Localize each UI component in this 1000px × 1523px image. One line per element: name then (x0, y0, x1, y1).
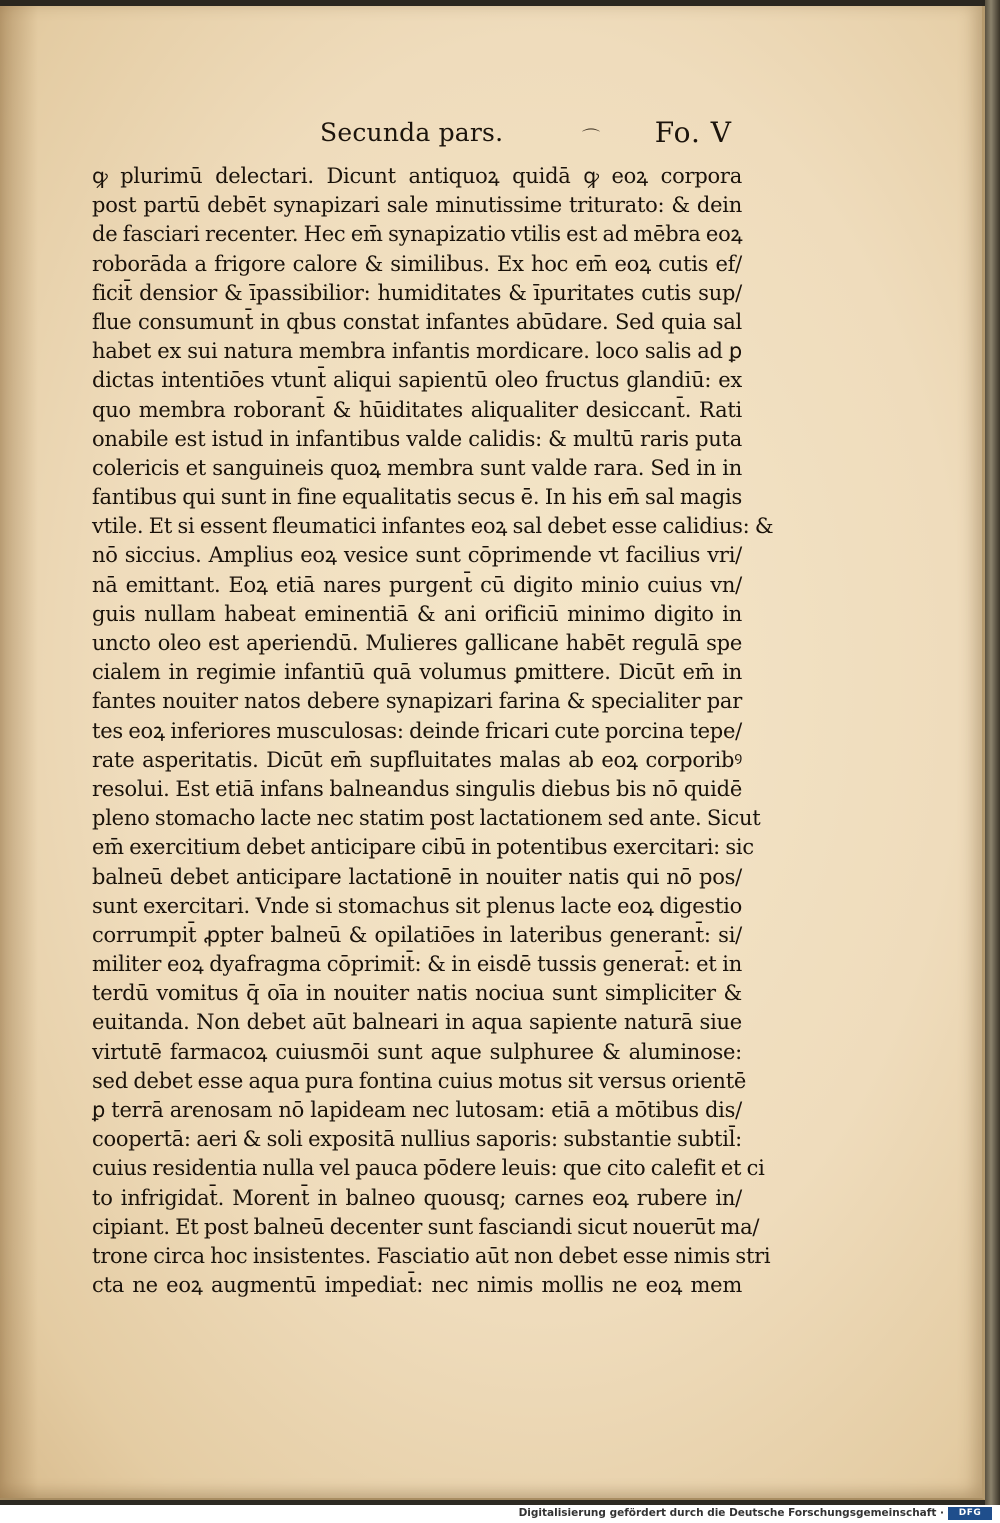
text-line: habet ex sui natura membra infantis mordicare. loco salis ad ꝑ (92, 339, 742, 364)
text-line: nō siccius. Amplius eoꝝ vesice sunt cōprimende vt facilius vri/ (92, 543, 742, 568)
text-line: trone circa hoc insistentes. Fasciatio aūt non debet esse nimis stri (92, 1243, 771, 1268)
text-line: euitanda. Non debet aūt balneari in aqua sapiente naturā siue (92, 1010, 742, 1035)
folio-number: Fo. V (654, 116, 732, 149)
text-line: rate asperitatis. Dicūt em̄ supfluitates malas ab eoꝝ corporibꝰ (92, 747, 742, 772)
text-line: ficit̄ densior & īpassibilior: humiditates & īpuritates cutis sup/ (92, 280, 742, 305)
text-line: militer eoꝝ dyafragma cōprimit̄: & in eisdē tussis generat̄: et in (92, 952, 742, 977)
text-line: cuius residentia nulla vel pauca pōdere leuis: que cito calefit et ci (92, 1156, 765, 1181)
text-line: ꝑ terrā arenosam nō lapideam nec lutosam: etiā a mōtibus dis/ (92, 1098, 742, 1122)
text-line: fantibus qui sunt in fine equalitatis secus ē. In his em̄ sal magis (92, 485, 742, 510)
gutter-shadow (0, 6, 38, 1498)
text-line: flue consumunt̄ in qbus constat infantes abūdare. Sed quia sal (92, 309, 742, 334)
text-line: post partū debēt synapizari sale minutissime triturato: & dein (92, 193, 742, 218)
text-line: terdū vomitus q̄ oīa in nouiter natis nociua sunt simpliciter & (92, 981, 742, 1006)
text-line: sed debet esse aqua pura fontina cuius motus sit versus orientē (92, 1068, 747, 1093)
text-line: onabile est istud in infantibus valde calidis: & multū raris puta (92, 426, 742, 451)
text-line: to infrigidat̄. Morent̄ in balneo quousq; carnes eoꝝ rubere in/ (92, 1185, 742, 1210)
running-title: Secunda pars. (320, 118, 504, 147)
text-line: resolui. Est etiā infans balneandus singulis diebus bis nō quidē (92, 776, 742, 801)
text-line: quo membra roborant̄ & hūiditates aliqualiter desiccant̄. Rati (92, 397, 742, 422)
text-line: cipiant. Et post balneū decenter sunt fasciandi sicut nouerūt ma/ (92, 1214, 760, 1239)
page-header (92, 118, 732, 158)
text-line: ꝙ plurimū delectari. Dicunt antiquoꝝ quidā ꝙ eoꝝ corpora (92, 164, 742, 188)
text-line: cta ne eoꝝ augmentū impediat̄: nec nimis mollis ne eoꝝ mem (92, 1273, 742, 1298)
dfg-logo: DFG (948, 1507, 992, 1520)
text-line: virtutē farmacoꝝ cuiusmōi sunt aque sulphuree & aluminose: (92, 1039, 742, 1064)
text-line: guis nullam habeat eminentiā & ani orificiū minimo digito in (92, 601, 742, 626)
text-line: corrumpit̄ ꝓpter balneū & opilatiōes in lateribus generant̄: si/ (92, 922, 742, 947)
text-line: balneū debet anticipare lactationē in nouiter natis qui nō pos/ (92, 864, 742, 889)
text-line: fantes nouiter natos debere synapizari farina & specialiter par (92, 689, 742, 714)
text-line: de fasciari recenter. Hec em̄ synapizatio vtilis est ad mēbra eoꝝ (92, 222, 743, 247)
text-line: roborāda a frigore calore & similibus. Ex hoc em̄ eoꝝ cutis ef/ (92, 251, 742, 276)
text-line: cialem in regimie infantiū quā volumus ꝑmittere. Dicūt em̄ in (92, 660, 742, 685)
text-line: nā emittant. Eoꝝ etiā nares purgent̄ cū digito minio cuius vn/ (92, 572, 742, 597)
text-line: coopertā: aeri & soli expositā nullius saporis: substantie subtil̄: (92, 1127, 742, 1152)
page-edge (985, 0, 1000, 1505)
catchword-mark: ⌒ (582, 128, 600, 149)
text-line: tes eoꝝ inferiores musculosas: deinde fricari cute porcina tepe/ (92, 718, 742, 743)
text-line: uncto oleo est aperiendū. Mulieres gallicane habēt regulā spe (92, 631, 742, 655)
text-line: em̄ exercitium debet anticipare cibū in potentibus exercitari: sic (92, 835, 754, 860)
footer-bar (0, 1505, 1000, 1523)
funding-credit: Digitalisierung gefördert durch die Deutsche Forschungsgemeinschaft · (518, 1507, 944, 1519)
text-line: pleno stomacho lacte nec statim post lactationem sed ante. Sicut (92, 806, 761, 831)
text-line: colericis et sanguineis quoꝝ membra sunt valde rara. Sed in in (92, 455, 742, 480)
text-line: sunt exercitari. Vnde si stomachus sit plenus lacte eoꝝ digestio (92, 893, 742, 918)
text-line: dictas intentiōes vtunt̄ aliqui sapientū oleo fructus glandiū: ex (92, 368, 742, 393)
body-text (92, 162, 774, 1300)
text-line: vtile. Et si essent fleumatici infantes eoꝝ sal debet esse calidius: & (92, 514, 774, 539)
